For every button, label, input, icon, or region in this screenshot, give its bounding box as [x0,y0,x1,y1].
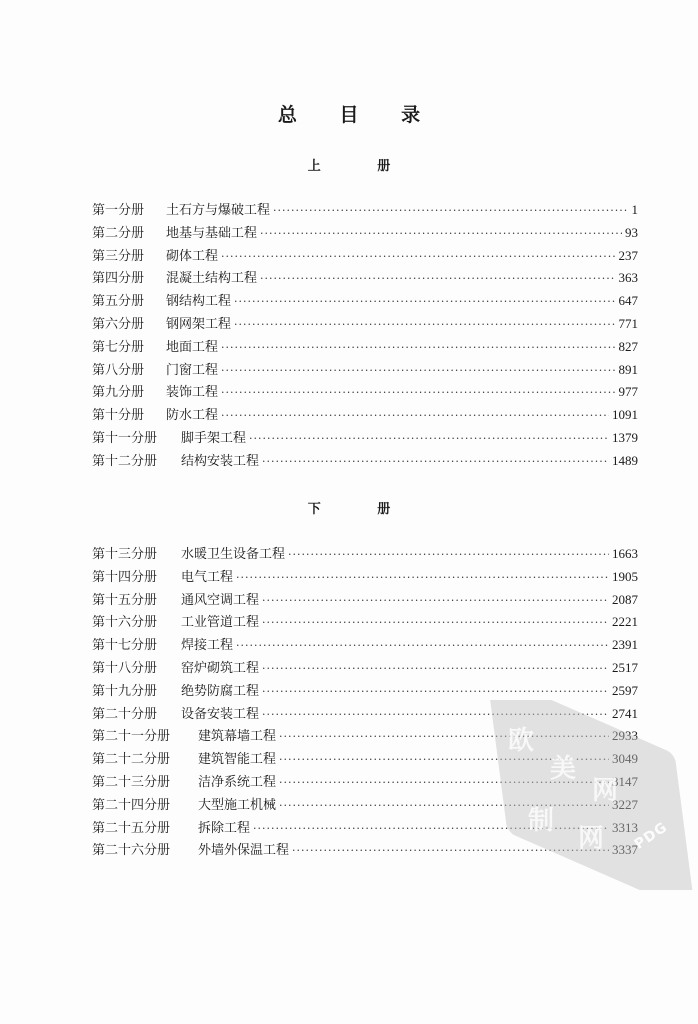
toc-row [92,450,638,473]
dot-leader [262,612,609,635]
toc-row [92,589,638,612]
page-number: 2517 [612,659,638,675]
volume-label: 第八分册 [92,362,145,378]
toc-row [92,222,638,245]
volume-name: 结构安装工程 [181,453,260,469]
dot-leader [262,451,609,474]
volume-name: 土石方与爆破工程 [166,203,271,218]
toc-row [92,427,638,450]
volume-label: 第四分册 [92,271,145,287]
volume-name: 建筑智能工程 [198,752,277,768]
volume-label: 第二十六分册 [92,843,171,859]
page-number: 2087 [612,591,638,607]
page-number: 771 [618,315,638,331]
toc-row [92,199,638,222]
page-number: 827 [618,338,638,354]
page-number: 1663 [612,546,638,561]
dot-leader [236,567,609,590]
page-number: 1379 [612,429,638,445]
dot-leader [236,635,609,658]
volume-label: 第十七分册 [92,638,158,654]
dot-leader [262,658,609,681]
volume-label: 第二十四分册 [92,797,171,813]
toc-row [92,245,638,268]
toc-upper [92,199,638,473]
page-number: 647 [618,293,638,309]
toc-row [92,566,638,589]
volume-label: 第二十三分册 [92,774,171,790]
dot-leader [221,405,609,428]
volume-label: 第七分册 [92,339,145,355]
page-number: 1091 [612,407,638,423]
watermark-glyph: 网 [592,776,619,806]
dot-leader [234,314,615,337]
volume-label: 第十四分册 [92,569,158,585]
page-number: 3337 [612,842,638,858]
toc-row [92,404,638,427]
volume-name: 钢网架工程 [166,316,232,332]
volume-name: 地面工程 [166,339,219,355]
volume-name: 焊接工程 [181,638,234,654]
page-number: 977 [618,384,638,400]
volume-name: 通风空调工程 [181,592,260,608]
volume-name: 绝势防腐工程 [181,683,260,699]
page-number: 3049 [612,751,638,767]
dot-leader [221,360,615,383]
toc-row [92,611,638,634]
toc-row [92,336,638,359]
toc-row [92,359,638,382]
volume-label: 第十八分册 [92,660,158,676]
volume-name: 防水工程 [166,408,219,424]
section-title-upper: 上 册 [307,159,417,174]
volume-label: 第三分册 [92,248,145,264]
page-number: 2741 [612,705,638,721]
watermark-glyph: 美 [550,754,577,784]
volume-label: 第十二分册 [92,453,158,469]
volume-label: 第二十一分册 [92,729,171,745]
volume-name: 装饰工程 [166,385,219,401]
page-number: 2933 [612,728,638,744]
volume-name: 脚手架工程 [181,430,247,446]
volume-name: 地基与基础工程 [166,225,258,241]
volume-label: 第二十二分册 [92,752,171,768]
toc-row [92,381,638,404]
dot-leader [249,428,609,451]
volume-name: 大型施工机械 [198,797,277,813]
volume-name: 建筑幕墙工程 [198,729,277,745]
dot-leader [221,337,615,360]
toc-row [92,657,638,680]
page-number: 2597 [612,682,638,698]
page-number: 3227 [612,796,638,812]
page-number: 2221 [612,614,638,630]
toc-row [92,313,638,336]
volume-name: 砌体工程 [166,248,219,264]
volume-name: 工业管道工程 [181,615,260,631]
page-number: 1 [631,202,638,217]
volume-name: 门窗工程 [166,362,219,378]
volume-label: 第十六分册 [92,615,158,631]
volume-name: 拆除工程 [198,820,251,836]
page-number: 93 [625,224,638,240]
volume-label: 第五分册 [92,294,145,310]
dot-leader [273,200,628,223]
toc-row [92,543,638,566]
toc-row [92,267,638,290]
volume-label: 第二十分册 [92,706,158,722]
dot-leader [288,544,609,567]
toc-row [92,634,638,657]
volume-label: 第十三分册 [92,547,158,562]
volume-name: 洁净系统工程 [198,774,277,790]
volume-label: 第十分册 [92,408,145,424]
volume-name: 窑炉砌筑工程 [181,660,260,676]
dot-leader [221,246,615,269]
page-number: 3313 [612,819,638,835]
volume-label: 第十九分册 [92,683,158,699]
watermark-glyph: 网 [578,824,605,854]
watermark-glyph: 制 [528,806,555,836]
volume-name: 水暖卫生设备工程 [181,547,286,562]
volume-name: 混凝土结构工程 [166,271,258,287]
volume-name: 设备安装工程 [181,706,260,722]
dot-leader [260,268,615,291]
section-title-lower: 下 册 [307,502,417,517]
dot-leader [221,382,615,405]
page-number: 2391 [612,637,638,653]
volume-name: 外墙外保温工程 [198,843,290,859]
volume-label: 第九分册 [92,385,145,401]
volume-label: 第十一分册 [92,430,158,446]
volume-label: 第一分册 [92,203,145,218]
watermark-stamp [468,700,698,890]
volume-name: 电气工程 [181,569,234,585]
page-title: 总 目 录 [277,104,439,126]
volume-label: 第十五分册 [92,592,158,608]
dot-leader [234,291,615,314]
toc-row [92,290,638,313]
page-number: 3147 [612,773,638,789]
volume-label: 第二十五分册 [92,820,171,836]
volume-label: 第六分册 [92,316,145,332]
volume-name: 钢结构工程 [166,294,232,310]
dot-leader [260,223,622,246]
page-number: 237 [618,247,638,263]
dot-leader [262,590,609,613]
volume-label: 第二分册 [92,225,145,241]
watermark-text: PDG [631,819,671,853]
watermark-glyph: 欧 [508,726,535,756]
page-number: 891 [618,361,638,377]
page-number: 363 [618,270,638,286]
page-number: 1905 [612,568,638,584]
page-number: 1489 [612,452,638,468]
